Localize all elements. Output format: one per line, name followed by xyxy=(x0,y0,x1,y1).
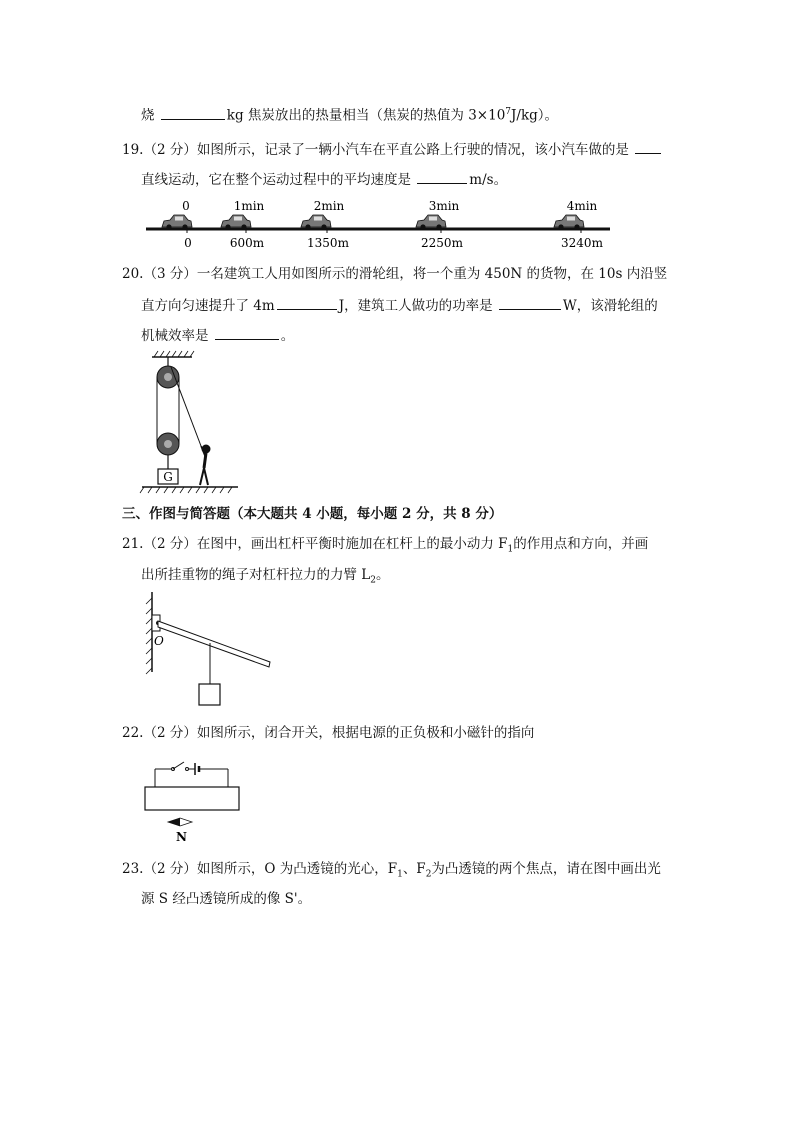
q23-mid: 、F xyxy=(402,861,426,877)
q20-line1 xyxy=(122,265,667,283)
q23-line1-post: 为凸透镜的两个焦点，请在图中画出光 xyxy=(431,861,661,877)
q18-blank xyxy=(161,106,225,120)
switch-icon xyxy=(173,762,184,769)
q23-sub2: 2 xyxy=(425,869,432,880)
q21-line1-sub: 1 xyxy=(507,544,514,555)
car-icon xyxy=(301,215,331,230)
time-label: 2min xyxy=(313,199,345,213)
q19-blank1 xyxy=(635,140,661,154)
circuit-figure xyxy=(140,754,250,844)
q20-line2 xyxy=(141,296,658,315)
q18-tail-post2: J/kg）。 xyxy=(511,107,559,124)
q18-tail-line xyxy=(141,103,558,125)
q23-line1 xyxy=(122,860,661,884)
q21-line2 xyxy=(141,566,390,590)
q20-text: 20.（3 分）一名建筑工人用如图所示的滑轮组，将一个重为 450N 的货物，在 10s 内沿竖 xyxy=(122,266,668,282)
q23-line1-pre: 23.（2 分）如图所示，O 为凸透镜的光心，F xyxy=(122,861,398,877)
q21-line1-post: 的作用点和方向，并画 xyxy=(513,536,649,552)
electromagnet-body xyxy=(145,787,239,810)
q18-tail-pre: 烧 xyxy=(141,107,155,124)
needle-label: N xyxy=(176,830,187,844)
q18-tail-sup: 7 xyxy=(505,107,512,117)
q19-line2-post: m/s。 xyxy=(469,172,508,188)
pivot-label: O xyxy=(154,634,164,648)
section3-title-text: 三、作图与简答题（本大题共 4 小题，每小题 2 分，共 8 分） xyxy=(122,506,503,522)
q20-line2-post: W，该滑轮组的 xyxy=(562,298,658,314)
q21-line2-sub: 2 xyxy=(370,575,376,586)
q19-blank2 xyxy=(417,170,467,184)
q21-line2-post: 。 xyxy=(376,567,390,583)
q22-line1 xyxy=(122,724,534,742)
q20-line3-post: 。 xyxy=(280,328,295,344)
car-icon xyxy=(554,215,584,230)
distance-label: 1350m xyxy=(307,236,349,250)
q21-line1 xyxy=(122,535,648,559)
time-label: 1min xyxy=(233,199,265,213)
hanging-weight xyxy=(199,684,220,705)
car-icon xyxy=(221,215,251,230)
distance-label: 3240m xyxy=(561,236,603,250)
q23-sub1: 1 xyxy=(397,869,403,880)
car-icon xyxy=(416,215,446,230)
q23-line2 xyxy=(141,890,311,908)
time-label: 0 xyxy=(182,199,190,213)
time-label: 4min xyxy=(566,199,598,213)
q19-line1 xyxy=(122,140,663,159)
q20-line3 xyxy=(141,326,294,345)
q19-text: 19.（2 分）如图所示，记录了一辆小汽车在平直公路上行驶的情况，该小汽车做的是 xyxy=(122,142,629,158)
load-label: G xyxy=(163,470,173,484)
lever-figure xyxy=(140,592,280,710)
q21-line1-pre: 21.（2 分）在图中，画出杠杆平衡时施加在杠杆上的最小动力 F xyxy=(122,536,508,552)
section3-title xyxy=(122,505,502,523)
distance-label: 0 xyxy=(184,236,192,250)
car-motion-figure xyxy=(140,196,620,252)
q19-line2-pre: 直线运动，它在整个运动过程中的平均速度是 xyxy=(141,172,411,188)
q20-blank1 xyxy=(277,296,337,310)
distance-label: 600m xyxy=(229,236,265,250)
q20-blank2 xyxy=(499,296,561,310)
q22-text: 22.（2 分）如图所示，闭合开关，根据电源的正负极和小磁针的指向 xyxy=(122,725,535,741)
q20-line3-pre: 机械效率是 xyxy=(141,328,209,344)
q20-blank3 xyxy=(215,326,279,340)
car-icon xyxy=(162,215,192,230)
q23-line2-text: 源 S 经凸透镜所成的像 S'。 xyxy=(141,891,312,907)
time-label: 3min xyxy=(428,199,460,213)
q21-line2-pre: 出所挂重物的绳子对杠杆拉力的力臂 L xyxy=(141,567,371,583)
q18-tail-post: kg 焦炭放出的热量相当（焦炭的热值为 3×10 xyxy=(226,107,506,124)
q20-line2-mid: J，建筑工人做功的功率是 xyxy=(338,298,493,314)
pulley-system-figure xyxy=(140,348,240,494)
distance-label: 2250m xyxy=(421,236,463,250)
worker-figure xyxy=(200,445,210,485)
q19-line2 xyxy=(141,170,507,189)
q20-line2-pre: 直方向匀速提升了 4m xyxy=(141,298,275,314)
